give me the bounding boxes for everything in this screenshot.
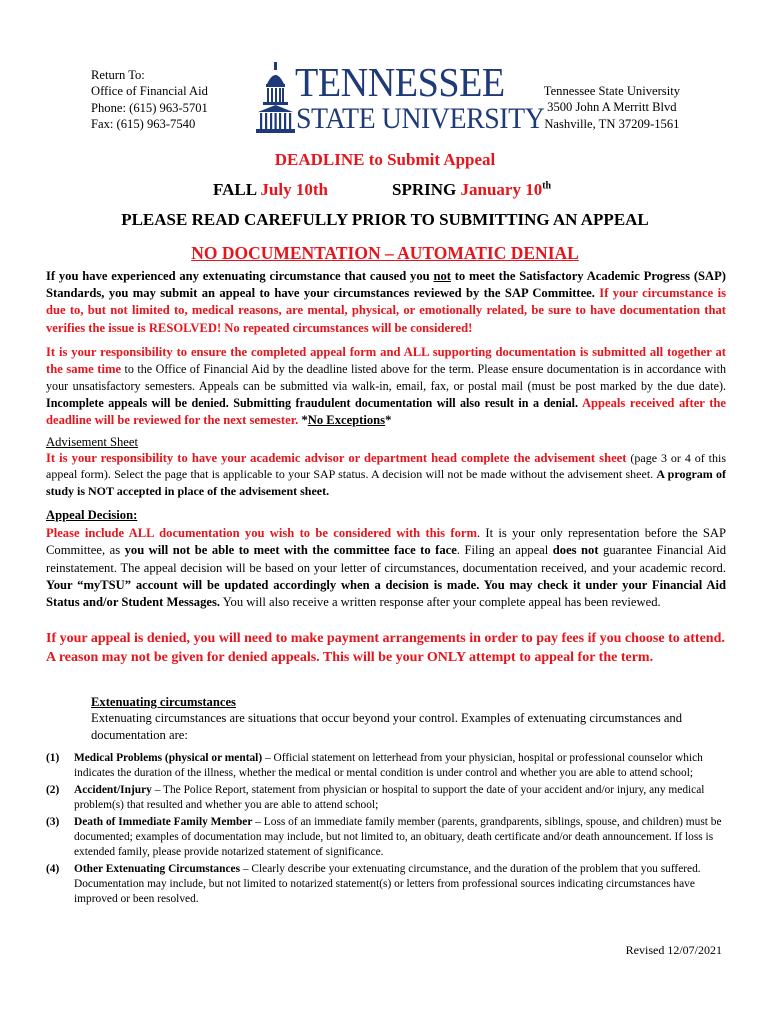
return-line: Fax: (615) 963-7540 xyxy=(91,116,196,131)
logo-word-tennessee: TENNESSEE xyxy=(295,59,505,105)
list-item-title: Other Extenuating Circumstances xyxy=(74,862,241,875)
appeal-decision-heading: Appeal Decision: xyxy=(46,508,138,522)
advisement-text: (page 3 or 4 of this appeal form). Select the page that is applicable to your SAP status. A decision will not be made without the advisement sheet. xyxy=(46,451,727,482)
list-item-title: Medical Problems (physical or mental) xyxy=(74,752,263,764)
return-line: Office of Financial Aid xyxy=(91,84,208,99)
fall-deadline xyxy=(213,180,328,200)
spring-date-suffix: th xyxy=(542,180,552,192)
spring-date: January 10 xyxy=(460,180,543,199)
list-item-text: – Official statement on letterhead from your physician, hospital or professional counselor which indicates the duration of the illness, whether the medical or mental condition is under control and whether you are able to attend school; xyxy=(74,752,703,780)
advisement-section xyxy=(46,434,726,499)
responsibility-text: to the Office of Financial Aid by the deadline listed above for the term. Please ensure documentation is in accordance with your unsatisfactory semesters. Appeals can be submitted via walk-in, email, fax, or postal mail (must be post marked by the due date). xyxy=(46,362,727,393)
university-address xyxy=(544,83,680,132)
appeal-decision-text: . Filing an appeal xyxy=(456,543,553,558)
revised-date: Revised 12/07/2021 xyxy=(625,943,722,957)
list-item xyxy=(46,862,726,908)
advisement-bold-text: A program of study is NOT accepted in place of the advisement sheet. xyxy=(46,467,727,498)
list-item-title: Accident/Injury xyxy=(74,783,152,796)
address-line: Nashville, TN 37209-1561 xyxy=(544,116,680,131)
return-to-block xyxy=(91,67,208,132)
extenuating-heading: Extenuating circumstances xyxy=(91,695,236,709)
intro-text: If you have experienced any extenuating circumstance that caused you xyxy=(46,269,434,283)
intro-paragraph xyxy=(46,268,726,337)
extenuating-text: Extenuating circumstances are situations that occur beyond your control. Examples of extenuating circumstances and documentation are: xyxy=(91,711,683,742)
mytsu-account-text: Your “myTSU” account will be updated accordingly when a decision is made. You may check it under your Financial Aid Status and/or Student Messages. xyxy=(46,577,726,610)
list-item-text: – Clearly describe your extenuating circumstance, and the duration of the problem that you suffered. Documentation may include, but not limited to notarized statement(s) or letters from professional sources indicating circumstances have improved or been resolved. xyxy=(74,862,701,906)
deadline-title: DEADLINE to Submit Appeal xyxy=(274,150,496,169)
appeal-decision-bold-text: you will not be able to meet with the committee face to face xyxy=(124,543,457,558)
list-item-number: (4) xyxy=(46,862,60,875)
list-item xyxy=(46,751,726,781)
responsibility-bold-text: Incomplete appeals will be denied. Submitting fraudulent documentation will also result in a denial. xyxy=(46,396,579,410)
fall-date: July 10th xyxy=(260,180,328,199)
intro-warning: If your circumstance is due to, but not limited to, medical reasons, are mental, physical, or emotionally related, be sure to have documentation that verifies the issue is RESOLVED! No repeated circumstances will be considered! xyxy=(46,286,726,335)
late-appeals-text: Appeals received after the deadline will be reviewed for the next semester. xyxy=(46,396,727,427)
spring-deadline xyxy=(392,180,551,200)
address-line: 3500 John A Merritt Blvd xyxy=(547,100,677,115)
appeal-decision-section xyxy=(46,507,726,611)
list-item-title: Death of Immediate Family Member xyxy=(74,815,253,828)
intro-text: to meet the Satisfactory Academic Progress (SAP) Standards, you may submit an appeal to have your circumstances reviewed by the SAP Committee. xyxy=(46,269,726,301)
return-line: Phone: (615) 963-5701 xyxy=(91,100,208,115)
address-line: Tennessee State University xyxy=(543,84,680,98)
return-line: Return To: xyxy=(91,68,145,82)
extenuating-list xyxy=(46,751,726,909)
appeal-decision-text: . It is your only representation before the SAP Committee, as xyxy=(46,526,727,558)
list-item-text: – The Police Report, statement from physician or hospital to support the date of your accident and/or injury, any medical problem(s) that resulted and whether you are able to attend school; xyxy=(74,783,705,812)
logo-word-state-university: STATE UNIVERSITY xyxy=(296,102,545,135)
list-item-number: (2) xyxy=(46,783,60,796)
responsibility-red-text: It is your responsibility to ensure the completed appeal form and ALL supporting documentation is submitted all together at the same time xyxy=(46,345,726,376)
extenuating-intro xyxy=(91,694,731,743)
advisement-red-text: It is your responsibility to have your academic advisor or department head complete the advisement sheet xyxy=(46,451,627,466)
appeal-decision-bold-text: does not xyxy=(552,543,599,558)
appeal-decision-text: You will also receive a written response after your complete appeal has been reviewed. xyxy=(220,595,661,610)
list-item xyxy=(46,815,726,861)
responsibility-paragraph xyxy=(46,344,726,429)
exception-prefix: * xyxy=(298,413,308,427)
please-read-heading: PLEASE READ CAREFULLY PRIOR TO SUBMITTING AN APPEAL xyxy=(121,210,649,229)
list-item-text: – Loss of an immediate family member (parents, grandparents, siblings, spouse, and children) must be documented; examples of documentation may include, but not limited to, an obituary, death certificate and/or death announcement. If loss is extended family, please provide notarized statement of significance. xyxy=(74,815,722,859)
no-exceptions-text: No Exceptions xyxy=(307,413,386,427)
intro-not: not xyxy=(433,269,451,283)
appeal-decision-text: guarantee Financial Aid reinstatement. The appeal decision will be based on your letter of circumstances, documentation received, and your academic record. xyxy=(46,543,727,575)
list-item xyxy=(46,783,726,813)
list-item-number: (1) xyxy=(46,752,60,764)
advisement-heading: Advisement Sheet xyxy=(46,435,138,449)
list-item-number: (3) xyxy=(46,815,60,828)
denied-appeal-warning: If your appeal is denied, you will need to make payment arrangements in order to pay fees if you choose to attend. A reason may not be given for denied appeals. This will be your ONLY attempt to appeal for the term. xyxy=(46,631,725,665)
exception-suffix: * xyxy=(385,413,392,427)
no-documentation-heading: NO DOCUMENTATION – AUTOMATIC DENIAL xyxy=(191,243,579,263)
appeal-decision-red-text: Please include ALL documentation you wish to be considered with this form xyxy=(46,526,477,541)
tsu-logo xyxy=(255,59,545,136)
spring-label: SPRING xyxy=(392,180,457,199)
capitol-dome-icon xyxy=(255,60,297,136)
fall-label: FALL xyxy=(213,180,257,199)
